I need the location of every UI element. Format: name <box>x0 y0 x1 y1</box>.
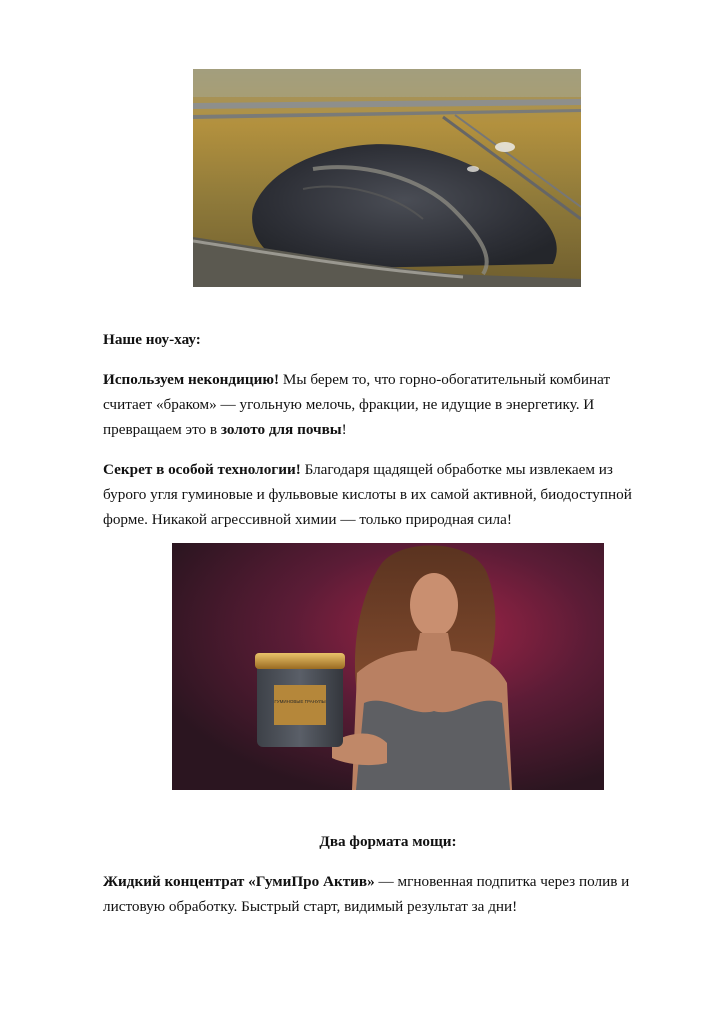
product-model-photo <box>172 543 604 790</box>
nekondition-bold-phrase: золото для почвы <box>220 421 342 438</box>
secret-technology-paragraph <box>103 457 643 532</box>
formats-heading: Два формата мощи: <box>319 833 457 850</box>
nekondition-paragraph <box>103 367 643 442</box>
jar-label: ГУМИНОВЫЕ ГРАНУЛЫ <box>274 699 326 704</box>
coal-mine-landscape-icon <box>193 69 581 287</box>
nekondition-text-end: ! <box>341 421 347 438</box>
liquid-lead: Жидкий концентрат «ГумиПро Актив» <box>103 873 375 890</box>
woman-holding-jar-icon <box>172 543 604 790</box>
liquid-text: — мгновенная подпитка через полив и листовую обработку. Быстрый старт, видимый результат за дни! <box>103 873 630 915</box>
secret-text: Благодаря щадящей обработке мы извлекаем из бурого угля гуминовые и фульвовые кислоты в их самой активной, биодоступной форме. Никакой агрессивной химии — только природная сила! <box>103 461 632 528</box>
secret-lead: Секрет в особой технологии! <box>103 461 301 478</box>
liquid-concentrate-paragraph <box>103 869 643 919</box>
knowhow-heading: Наше ноу-хау: <box>103 331 201 348</box>
coal-mine-photo <box>193 69 581 287</box>
nekondition-lead: Используем некондицию! <box>103 371 280 388</box>
nekondition-text: Мы берем то, что горно-обогатительный комбинат считает «браком» — угольную мелочь, фракции, не идущие в энергетику. И превращаем это в <box>103 371 611 438</box>
